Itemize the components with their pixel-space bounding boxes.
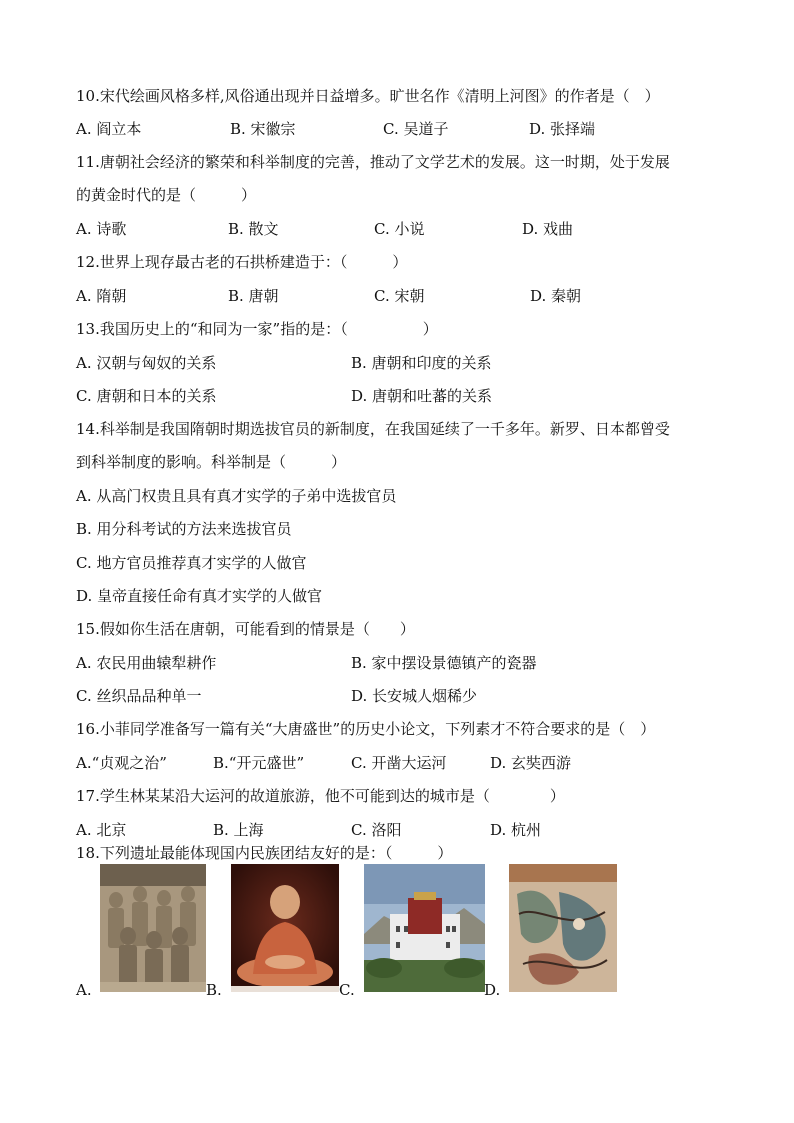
q10-option-d[interactable]: D. 张择端 bbox=[529, 120, 596, 138]
question-11-stem-cont: 的黄金时代的是（ ） bbox=[76, 186, 257, 204]
q13-option-c[interactable]: C. 唐朝和日本的关系 bbox=[76, 387, 217, 405]
q17-option-d[interactable]: D. 杭州 bbox=[490, 821, 542, 839]
q14-option-b[interactable]: B. 用分科考试的方法来选拔官员 bbox=[76, 520, 292, 538]
question-15-stem: 15.假如你生活在唐朝，可能看到的情景是（ ） bbox=[76, 620, 415, 638]
q17-option-b[interactable]: B. 上海 bbox=[213, 821, 264, 839]
q10-option-a[interactable]: A. 阎立本 bbox=[76, 120, 142, 138]
q13-option-d[interactable]: D. 唐朝和吐蕃的关系 bbox=[351, 387, 493, 405]
question-12-stem: 12.世界上现存最古老的石拱桥建造于：（ ） bbox=[76, 253, 408, 271]
q14-option-c[interactable]: C. 地方官员推荐真才实学的人做官 bbox=[76, 554, 307, 572]
q14-option-d[interactable]: D. 皇帝直接任命有真才实学的人做官 bbox=[76, 587, 323, 605]
q18-option-a[interactable]: A. bbox=[76, 981, 92, 999]
q15-option-a[interactable]: A. 农民用曲辕犁耕作 bbox=[76, 654, 217, 672]
q16-option-d[interactable]: D. 玄奘西游 bbox=[490, 754, 572, 772]
seated-monk-statue-photo bbox=[231, 864, 339, 992]
q11-option-b[interactable]: B. 散文 bbox=[228, 220, 279, 238]
question-17-stem: 17.学生林某某沿大运河的故道旅游，他不可能到达的城市是（ ） bbox=[76, 787, 565, 805]
question-10-stem: 10.宋代绘画风格多样,风俗通出现并日益增多。旷世名作《清明上河图》的作者是（ ） bbox=[76, 87, 660, 105]
q18-option-b[interactable]: B. bbox=[206, 981, 222, 999]
q11-option-a[interactable]: A. 诗歌 bbox=[76, 220, 127, 238]
q15-option-b[interactable]: B. 家中摆设景德镇产的瓷器 bbox=[351, 654, 537, 672]
question-16-stem: 16.小菲同学准备写一篇有关“大唐盛世”的历史小论文，下列素才不符合要求的是（ ） bbox=[76, 720, 656, 738]
q12-option-d[interactable]: D. 秦朝 bbox=[530, 287, 582, 305]
potala-palace-photo bbox=[364, 864, 485, 992]
q12-option-a[interactable]: A. 隋朝 bbox=[76, 287, 127, 305]
terracotta-warriors-photo bbox=[100, 864, 206, 992]
q15-option-d[interactable]: D. 长安城人烟稀少 bbox=[351, 687, 478, 705]
q14-option-a[interactable]: A. 从高门权贵且具有真才实学的子弟中选拔官员 bbox=[76, 487, 397, 505]
q13-option-b[interactable]: B. 唐朝和印度的关系 bbox=[351, 354, 492, 372]
question-18-stem: 18.下列遗址最能体现国内民族团结友好的是：（ ） bbox=[76, 844, 453, 862]
question-13-stem: 13.我国历史上的“和同为一家”指的是：（ ） bbox=[76, 320, 438, 338]
q16-option-a[interactable]: A.“贞观之治” bbox=[76, 754, 167, 772]
q12-option-c[interactable]: C. 宋朝 bbox=[374, 287, 425, 305]
q18-option-c[interactable]: C. bbox=[339, 981, 355, 999]
question-11-stem: 11.唐朝社会经济的繁荣和科举制度的完善，推动了文学艺术的发展。这一时期，处于发展 bbox=[76, 153, 670, 171]
q13-option-a[interactable]: A. 汉朝与匈奴的关系 bbox=[76, 354, 217, 372]
question-14-stem-cont: 到科举制度的影响。科举制是（ ） bbox=[76, 453, 347, 471]
q12-option-b[interactable]: B. 唐朝 bbox=[228, 287, 279, 305]
q15-option-c[interactable]: C. 丝织品品种单一 bbox=[76, 687, 202, 705]
q10-option-c[interactable]: C. 吴道子 bbox=[383, 120, 449, 138]
q11-option-d[interactable]: D. 戏曲 bbox=[522, 220, 574, 238]
q16-option-b[interactable]: B.“开元盛世” bbox=[213, 754, 305, 772]
q11-option-c[interactable]: C. 小说 bbox=[374, 220, 425, 238]
q17-option-c[interactable]: C. 洛阳 bbox=[351, 821, 402, 839]
q18-option-d[interactable]: D. bbox=[484, 981, 501, 999]
q16-option-c[interactable]: C. 开凿大运河 bbox=[351, 754, 447, 772]
q10-option-b[interactable]: B. 宋徽宗 bbox=[230, 120, 296, 138]
mural-painting-photo bbox=[509, 864, 617, 992]
q17-option-a[interactable]: A. 北京 bbox=[76, 821, 127, 839]
question-14-stem: 14.科举制是我国隋朝时期选拔官员的新制度，在我国延续了一千多年。新罗、日本都曾受 bbox=[76, 420, 670, 438]
